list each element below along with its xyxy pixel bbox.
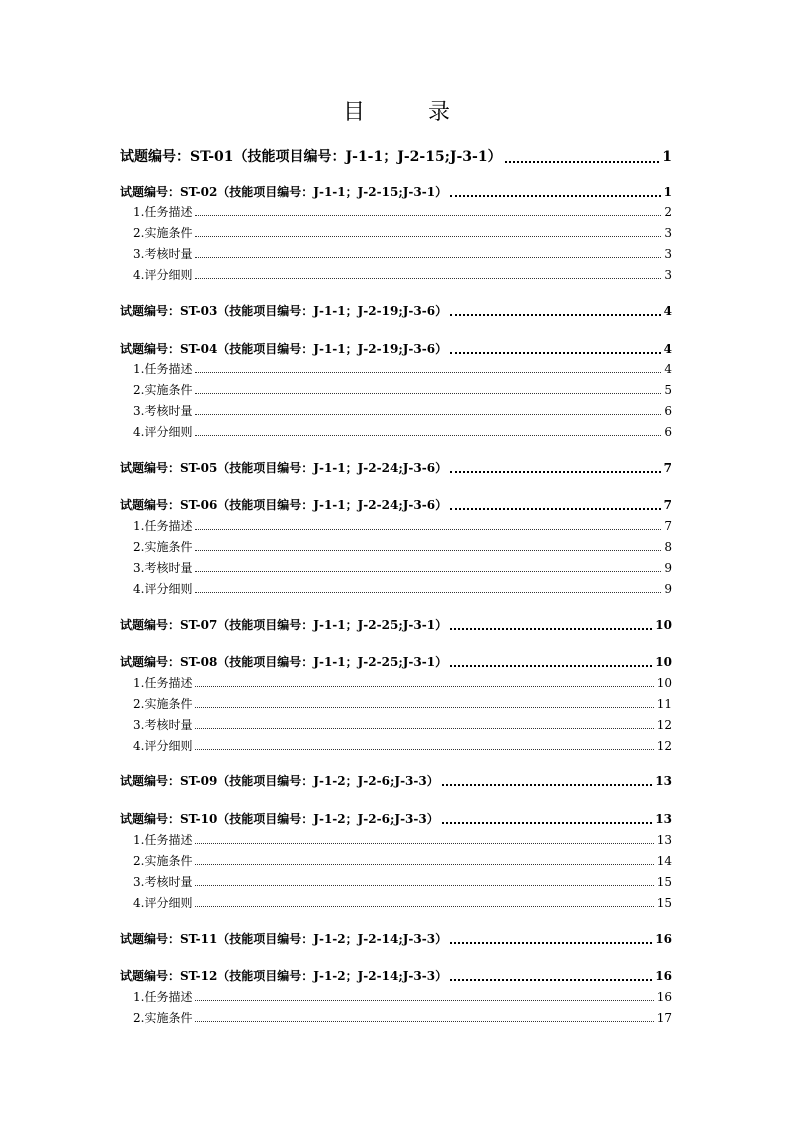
toc-entry-title: 2.实施条件 bbox=[133, 1011, 193, 1025]
dot-leader bbox=[195, 749, 653, 750]
toc-page-number: 13 bbox=[656, 833, 672, 847]
toc-page-number: 13 bbox=[655, 812, 672, 826]
toc-subentry[interactable] bbox=[133, 517, 672, 534]
dot-leader bbox=[195, 686, 653, 687]
toc-subentry[interactable] bbox=[133, 716, 672, 733]
toc-entry-title: 1.任务描述 bbox=[133, 205, 193, 219]
dot-leader bbox=[195, 728, 653, 729]
toc-entry-title: 2.实施条件 bbox=[133, 854, 193, 868]
dot-leader bbox=[195, 707, 653, 708]
toc-subentry[interactable] bbox=[133, 852, 672, 869]
dot-leader bbox=[195, 1021, 653, 1022]
toc-entry[interactable] bbox=[120, 183, 672, 200]
toc-page-number: 5 bbox=[664, 383, 672, 397]
toc-entry-title: 4.评分细则 bbox=[133, 582, 193, 596]
dot-leader bbox=[195, 1000, 653, 1001]
toc-entry-title: 1.任务描述 bbox=[133, 676, 193, 690]
toc-entry-title: 试题编号：ST-10（技能项目编号：J-1-2；J-2-6;J-3-3） bbox=[120, 812, 439, 826]
toc-subentry[interactable] bbox=[133, 873, 672, 890]
toc-entry-title: 试题编号：ST-04（技能项目编号：J-1-1；J-2-19;J-3-6） bbox=[120, 342, 448, 356]
toc-page-number: 4 bbox=[663, 304, 672, 318]
toc-entry-title: 试题编号：ST-06（技能项目编号：J-1-1；J-2-24;J-3-6） bbox=[120, 498, 448, 512]
toc-page-number: 9 bbox=[664, 561, 672, 575]
toc-page-number: 16 bbox=[655, 969, 672, 983]
toc-page-number: 7 bbox=[663, 461, 672, 475]
toc-entry[interactable] bbox=[120, 810, 672, 827]
toc-entry[interactable] bbox=[120, 967, 672, 984]
toc-page-number: 8 bbox=[664, 540, 672, 554]
toc-entry[interactable] bbox=[120, 302, 672, 319]
dot-leader bbox=[195, 435, 661, 436]
toc-page-number: 12 bbox=[656, 739, 672, 753]
toc-subentry[interactable] bbox=[133, 695, 672, 712]
toc-page-number: 6 bbox=[664, 425, 672, 439]
dot-leader bbox=[195, 278, 661, 279]
toc-entry[interactable] bbox=[120, 930, 672, 947]
dot-leader bbox=[195, 414, 661, 415]
dot-leader bbox=[195, 592, 661, 593]
toc-page-number: 2 bbox=[664, 205, 672, 219]
toc-entry[interactable] bbox=[120, 340, 672, 357]
toc-entry-title: 4.评分细则 bbox=[133, 739, 193, 753]
toc-page-number: 10 bbox=[655, 655, 672, 669]
dot-leader bbox=[195, 236, 661, 237]
toc-subentry[interactable] bbox=[133, 538, 672, 555]
toc-page-number: 3 bbox=[664, 226, 672, 240]
page-title: 目 录 bbox=[343, 100, 478, 125]
dot-leader bbox=[450, 979, 652, 981]
toc-page-number: 14 bbox=[656, 854, 672, 868]
toc-subentry[interactable] bbox=[133, 224, 672, 241]
toc-entry-title: 1.任务描述 bbox=[133, 362, 193, 376]
dot-leader bbox=[195, 571, 661, 572]
toc-entry-title: 试题编号：ST-01（技能项目编号：J-1-1；J-2-15;J-3-1） bbox=[120, 149, 502, 165]
toc-page-number: 6 bbox=[664, 404, 672, 418]
toc-subentry[interactable] bbox=[133, 988, 672, 1005]
dot-leader bbox=[195, 864, 653, 865]
dot-leader bbox=[505, 161, 660, 163]
toc-subentry[interactable] bbox=[133, 381, 672, 398]
toc-entry-title: 1.任务描述 bbox=[133, 990, 193, 1004]
toc-entry[interactable] bbox=[120, 146, 672, 166]
dot-leader bbox=[450, 314, 661, 316]
toc-entry-title: 3.考核时量 bbox=[133, 718, 193, 732]
toc-page-number: 1 bbox=[662, 149, 672, 165]
toc-subentry[interactable] bbox=[133, 580, 672, 597]
toc-entry-title: 试题编号：ST-02（技能项目编号：J-1-1；J-2-15;J-3-1） bbox=[120, 185, 448, 199]
toc-entry-title: 试题编号：ST-05（技能项目编号：J-1-1；J-2-24;J-3-6） bbox=[120, 461, 448, 475]
toc-entry-title: 试题编号：ST-12（技能项目编号：J-1-2；J-2-14;J-3-3） bbox=[120, 969, 448, 983]
toc-entry[interactable] bbox=[120, 496, 672, 513]
toc-entry[interactable] bbox=[120, 459, 672, 476]
toc-page-number: 9 bbox=[664, 582, 672, 596]
toc-page-number: 10 bbox=[655, 618, 672, 632]
toc-page-number: 4 bbox=[664, 362, 672, 376]
toc-entry-title: 3.考核时量 bbox=[133, 875, 193, 889]
toc-entry-title: 1.任务描述 bbox=[133, 833, 193, 847]
toc-entry-title: 3.考核时量 bbox=[133, 561, 193, 575]
toc-entry-title: 4.评分细则 bbox=[133, 896, 193, 910]
toc-entry-title: 2.实施条件 bbox=[133, 226, 193, 240]
dot-leader bbox=[450, 471, 661, 473]
toc-entry-title: 试题编号：ST-03（技能项目编号：J-1-1；J-2-19;J-3-6） bbox=[120, 304, 448, 318]
dot-leader bbox=[450, 195, 661, 197]
dot-leader bbox=[195, 550, 661, 551]
dot-leader bbox=[195, 257, 661, 258]
dot-leader bbox=[195, 529, 661, 530]
toc-subentry[interactable] bbox=[133, 360, 672, 377]
toc-page-number: 13 bbox=[655, 774, 672, 788]
toc-entry-title: 2.实施条件 bbox=[133, 697, 193, 711]
dot-leader bbox=[195, 843, 653, 844]
toc-subentry[interactable] bbox=[133, 831, 672, 848]
toc-entry-title: 2.实施条件 bbox=[133, 540, 193, 554]
toc-page-number: 15 bbox=[656, 875, 672, 889]
toc-subentry[interactable] bbox=[133, 423, 672, 440]
toc-page-number: 17 bbox=[656, 1011, 672, 1025]
toc-subentry[interactable] bbox=[133, 245, 672, 262]
dot-leader bbox=[450, 508, 661, 510]
toc-subentry[interactable] bbox=[133, 402, 672, 419]
toc-entry-title: 4.评分细则 bbox=[133, 268, 193, 282]
toc-page-number: 15 bbox=[656, 896, 672, 910]
toc-page-number: 11 bbox=[656, 697, 672, 711]
toc-page-number: 7 bbox=[664, 519, 672, 533]
toc-page-number: 7 bbox=[663, 498, 672, 512]
dot-leader bbox=[195, 885, 653, 886]
toc-page-number: 1 bbox=[663, 185, 672, 199]
toc-entry-title: 3.考核时量 bbox=[133, 247, 193, 261]
toc-subentry[interactable] bbox=[133, 203, 672, 220]
toc-subentry[interactable] bbox=[133, 674, 672, 691]
toc-subentry[interactable] bbox=[133, 894, 672, 911]
toc-entry-title: 2.实施条件 bbox=[133, 383, 193, 397]
toc-subentry[interactable] bbox=[133, 737, 672, 754]
dot-leader bbox=[450, 352, 661, 354]
toc-entry[interactable] bbox=[120, 772, 672, 789]
toc-entry-title: 1.任务描述 bbox=[133, 519, 193, 533]
toc-entry[interactable] bbox=[120, 616, 672, 633]
dot-leader bbox=[442, 784, 653, 786]
dot-leader bbox=[195, 372, 661, 373]
toc-entry[interactable] bbox=[120, 653, 672, 670]
dot-leader bbox=[195, 393, 661, 394]
dot-leader bbox=[450, 665, 652, 667]
toc-page-number: 12 bbox=[656, 718, 672, 732]
dot-leader bbox=[195, 906, 653, 907]
dot-leader bbox=[450, 628, 652, 630]
toc-page-number: 16 bbox=[656, 990, 672, 1004]
toc-subentry[interactable] bbox=[133, 266, 672, 283]
toc-page-number: 10 bbox=[656, 676, 672, 690]
toc-page-number: 3 bbox=[664, 247, 672, 261]
dot-leader bbox=[195, 215, 661, 216]
toc-entry-title: 3.考核时量 bbox=[133, 404, 193, 418]
toc-entry-title: 试题编号：ST-08（技能项目编号：J-1-1；J-2-25;J-3-1） bbox=[120, 655, 448, 669]
toc-entry-title: 试题编号：ST-09（技能项目编号：J-1-2；J-2-6;J-3-3） bbox=[120, 774, 439, 788]
toc-page-number: 4 bbox=[663, 342, 672, 356]
toc-entry-title: 试题编号：ST-07（技能项目编号：J-1-1；J-2-25;J-3-1） bbox=[120, 618, 448, 632]
toc-entry-title: 4.评分细则 bbox=[133, 425, 193, 439]
toc-page-number: 3 bbox=[664, 268, 672, 282]
toc-entry-title: 试题编号：ST-11（技能项目编号：J-1-2；J-2-14;J-3-3） bbox=[120, 932, 448, 946]
dot-leader bbox=[442, 822, 653, 824]
toc-subentry[interactable] bbox=[133, 1009, 672, 1026]
toc-page-number: 16 bbox=[655, 932, 672, 946]
toc-subentry[interactable] bbox=[133, 559, 672, 576]
dot-leader bbox=[450, 942, 652, 944]
